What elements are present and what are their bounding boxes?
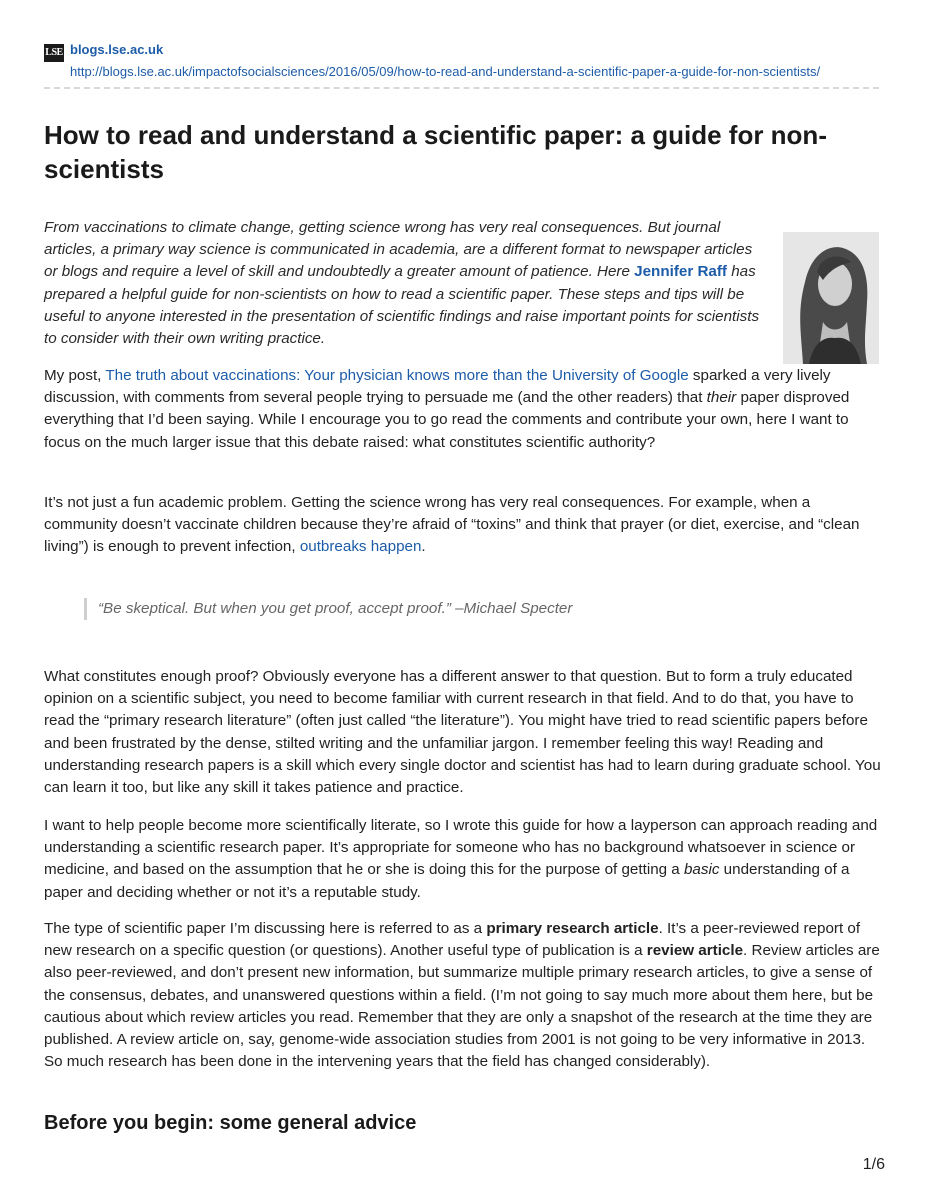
page-number: 1/6 — [862, 1156, 885, 1173]
paragraph-1 — [44, 365, 884, 454]
paragraph-5 — [44, 918, 884, 1073]
p2-text-end: . — [421, 538, 426, 556]
lede-text-cont: has prepared a helpful guide for non-scientists on how to read a scientific paper. These steps and tips will be useful to anyone interested in the presentation of scientific findings and raise important points for scientists to consider with their own writing practice. — [44, 263, 760, 348]
p4-text-end: understanding of a paper and deciding whether or not it’s a reputable study. — [44, 861, 850, 901]
blockquote: “Be skeptical. But when you get proof, accept proof.” –Michael Specter — [98, 600, 573, 617]
paragraph-2 — [44, 492, 884, 559]
outbreaks-link[interactable]: outbreaks happen — [299, 538, 422, 556]
author-link[interactable]: Jennifer Raff — [634, 263, 727, 281]
p1-text-end: paper disproved everything that I’d been saying. While I encourage you to go read the comments and contribute your own, here I want to focus on the much larger issue that this debate raised: what constitutes scientific authority? — [44, 389, 850, 451]
p5-bold-term-1: primary research article — [486, 920, 659, 937]
p5-text-cont: . It’s a peer-reviewed report of new research on a specific question (or questions). Another useful type of publication is a — [44, 920, 861, 960]
p1-text: My post, — [44, 367, 106, 384]
p2-text: It’s not just a fun academic problem. Getting the science wrong has very real consequences. For example, when a community doesn’t vaccinate children because they’re afraid of “toxins” and think that prayer (or diet, exercise, and “clean living”) is enough to prevent infection, — [44, 494, 860, 556]
p5-text: The type of scientific paper I’m discussing here is referred to as a — [44, 920, 487, 937]
paragraph-3: What constitutes enough proof? Obviously everyone has a different answer to that question. But to form a truly educated opinion on a scientific subject, you need to become familiar with current research in that field. And to do that, you have to read the “primary research literature” (often just called “the literature”). You might have tried to read scientific papers before and been frustrated by the dense, stilted writing and the unfamiliar jargon. I remember feeling this way! Reading and understanding research papers is a skill which every single doctor and scientist has had to learn during graduate school. You can learn it too, but like any skill it takes patience and practice. — [44, 668, 881, 797]
p5-text-end: . Review articles are also peer-reviewed, and don’t present new information, but summarize multiple primary research articles, to give a sense of the consensus, debates, and unanswered questions within a field. (I’m not going to say much more about them here, but be cautious about which review articles you read. Remember that they are only a snapshot of the research at the time they are published. A review article on, say, genome-wide association studies from 2001 is not going to be very informative in 2013. So much research has been done in the intervening years that the field has changed considerably). — [44, 942, 880, 1071]
site-name-link[interactable]: blogs.lse.ac.uk — [70, 42, 164, 57]
article-url-link[interactable]: http://blogs.lse.ac.uk/impactofsocialsciences/2016/05/09/how-to-read-and-understand-a-scientific-paper-a-guide-for-non-scientists/ — [70, 64, 821, 79]
p4-emphasis: basic — [683, 861, 720, 879]
author-photo — [783, 232, 879, 364]
blockquote-bar — [84, 598, 87, 620]
section-heading: Before you begin: some general advice — [44, 1112, 417, 1134]
lse-logo: LSE — [44, 44, 64, 62]
vaccinations-post-link[interactable]: The truth about vaccinations: Your physician knows more than the University of Google — [105, 367, 689, 384]
p1-emphasis: their — [706, 389, 737, 407]
p4-text: I want to help people become more scientifically literate, so I wrote this guide for how a layperson can approach reading and understanding a scientific research paper. It’s appropriate for someone who has no background whatsoever in science or medicine, and based on the assumption that he or she is doing this for the purpose of getting a — [44, 817, 878, 879]
author-portrait-image — [783, 232, 879, 364]
header-divider — [44, 87, 879, 89]
p5-bold-term-2: review article — [646, 942, 744, 960]
article-lede — [44, 217, 764, 350]
paragraph-4 — [44, 815, 884, 904]
article-title: How to read and understand a scientific paper: a guide for non-scientists — [44, 120, 827, 184]
p1-text-cont: sparked a very lively discussion, with comments from several people trying to persuade me (and the other readers) that — [44, 367, 831, 407]
lede-text: From vaccinations to climate change, getting science wrong has very real consequences. But journal articles, a primary way science is communicated in academia, are a different format to newspaper articles or blogs and require a level of skill and undoubtedly a greater amount of patience. Here — [44, 219, 753, 281]
